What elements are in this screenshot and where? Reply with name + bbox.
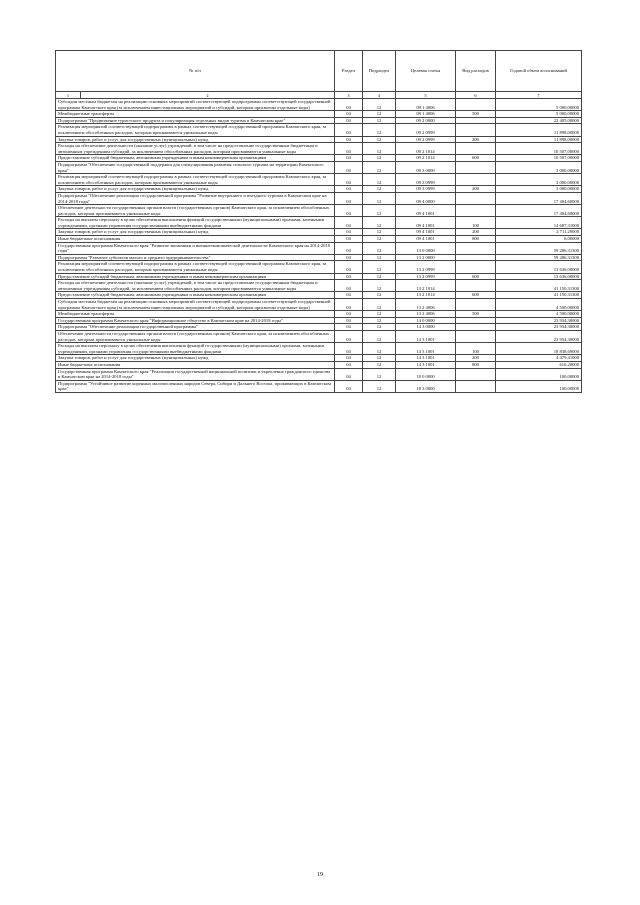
row-razdel: 04 — [335, 117, 363, 124]
table-row — [56, 161, 582, 173]
row-podrazdel: 12 — [363, 273, 396, 280]
row-expense-type — [456, 205, 496, 217]
row-amount: 100,00000 — [496, 380, 582, 392]
row-expense-type — [456, 99, 496, 111]
row-name: Иные бюджетные ассигнования — [56, 236, 335, 243]
row-expense-type — [456, 299, 496, 311]
row-name: Межбюджетные трансферты — [56, 111, 335, 118]
row-amount: 6,00000 — [496, 236, 582, 243]
row-name: Расходы на выплаты персоналу в целях обеспечения выполнения функций государственными (муниципальными) органами, казенными учреждениями, органами управления государственными внебюджетными фондами — [56, 217, 335, 229]
table-row — [56, 261, 582, 273]
row-expense-type — [456, 242, 496, 254]
row-target-article: 09 2 0999 — [396, 136, 456, 143]
table-row — [56, 292, 582, 299]
table-header-row — [56, 51, 582, 92]
header-expense-type: Вид расходов — [456, 51, 496, 92]
row-podrazdel: 12 — [363, 161, 396, 173]
row-podrazdel: 12 — [363, 242, 396, 254]
row-target-article: 09 3 0999 — [396, 174, 456, 186]
row-expense-type: 200 — [456, 355, 496, 362]
row-target-article: 09 2 0999 — [396, 124, 456, 136]
row-razdel: 04 — [335, 242, 363, 254]
row-target-article: 09 3 0000 — [396, 161, 456, 173]
row-expense-type: 200 — [456, 229, 496, 236]
row-amount: 5 000,00000 — [496, 111, 582, 118]
row-name: Подпрограмма "Развитие субъектов малого и среднего предпринимательства" — [56, 254, 335, 261]
row-podrazdel: 12 — [363, 174, 396, 186]
row-razdel: 04 — [335, 355, 363, 362]
row-expense-type — [456, 368, 496, 380]
table-row — [56, 355, 582, 362]
row-name: Закупка товаров, работ и услуг для государственных (муниципальных) нужд — [56, 229, 335, 236]
row-expense-type — [456, 174, 496, 186]
row-name: Предоставление субсидий бюджетным, автономным учреждениям и иным некоммерческим организациям — [56, 155, 335, 162]
row-amount: 23 934,30000 — [496, 324, 582, 331]
row-podrazdel: 12 — [363, 117, 396, 124]
row-target-article: 14 3 1001 — [396, 343, 456, 355]
row-expense-type — [456, 161, 496, 173]
row-target-article: 13 2 0000 — [396, 254, 456, 261]
row-podrazdel: 12 — [363, 292, 396, 299]
row-expense-type — [456, 124, 496, 136]
table-row — [56, 205, 582, 217]
row-target-article: 09 4 0000 — [396, 192, 456, 204]
row-razdel: 04 — [335, 236, 363, 243]
row-razdel: 04 — [335, 311, 363, 318]
table-row — [56, 217, 582, 229]
row-razdel: 04 — [335, 174, 363, 186]
row-podrazdel: 12 — [363, 361, 396, 368]
col-number: 7 — [496, 92, 582, 99]
row-podrazdel: 12 — [363, 205, 396, 217]
row-razdel: 04 — [335, 330, 363, 342]
row-target-article: 13 2 0999 — [396, 261, 456, 273]
row-razdel: 04 — [335, 205, 363, 217]
row-target-article: 09 4 1001 — [396, 205, 456, 217]
row-expense-type — [456, 254, 496, 261]
row-amount: 41 150,31300 — [496, 280, 582, 292]
row-name: Иные бюджетные ассигнования — [56, 361, 335, 368]
row-razdel: 04 — [335, 111, 363, 118]
row-target-article: 18 0 0000 — [396, 368, 456, 380]
row-podrazdel: 12 — [363, 330, 396, 342]
row-name: Подпрограмма "Устойчивое развитие коренных малочисленных народов Севера, Сибири и Дальнего Востока, проживающих в Камчатском крае" — [56, 380, 335, 392]
row-expense-type — [456, 117, 496, 124]
row-amount: 13 636,00000 — [496, 261, 582, 273]
row-podrazdel: 12 — [363, 229, 396, 236]
row-razdel: 04 — [335, 280, 363, 292]
row-amount: 2 711,29000 — [496, 229, 582, 236]
budget-table — [55, 50, 582, 393]
row-expense-type: 800 — [456, 361, 496, 368]
table-row — [56, 280, 582, 292]
row-target-article: 13 2 4006 — [396, 299, 456, 311]
row-target-article: 09 3 0999 — [396, 186, 456, 193]
row-razdel: 04 — [335, 261, 363, 273]
row-amount: 13 636,00000 — [496, 273, 582, 280]
row-target-article: 09 2 1014 — [396, 155, 456, 162]
row-razdel: 04 — [335, 380, 363, 392]
row-name: Расходы на обеспечение деятельности (оказание услуг) учреждений, в том числе на предоставление государственным бюджетным и автономным учреждениям субсидий, за исключением обособленных расходов, которым присваиваются уникальные коды — [56, 143, 335, 155]
row-name: Государственная программа Камчатского края "Информационное общество в Камчатском крае на 2014-2018 годы" — [56, 317, 335, 324]
row-amount: 23 934,30000 — [496, 330, 582, 342]
row-podrazdel: 12 — [363, 186, 396, 193]
row-razdel: 04 — [335, 368, 363, 380]
row-amount: 11 898,00000 — [496, 136, 582, 143]
row-podrazdel: 12 — [363, 136, 396, 143]
row-podrazdel: 12 — [363, 254, 396, 261]
row-expense-type: 600 — [456, 155, 496, 162]
row-name: Обеспечение деятельности государственных органов власти (государственных органов) Камчатского края, за исключением обособленных расходов, которым присваиваются уникальные коды — [56, 205, 335, 217]
table-row — [56, 330, 582, 342]
row-target-article: 09 2 1014 — [396, 143, 456, 155]
table-row — [56, 317, 582, 324]
table-row — [56, 124, 582, 136]
header-razdel: Раздел — [335, 51, 363, 92]
row-podrazdel: 12 — [363, 317, 396, 324]
column-number-row — [56, 92, 582, 99]
row-target-article: 14 3 0000 — [396, 324, 456, 331]
row-razdel: 04 — [335, 124, 363, 136]
row-name: Субсидии местным бюджетам на реализацию основных мероприятий соответствующей подпрограммы соответствующей государственной программы Камчатского края (за исключением инвестиционных мероприятий и субсидий, которым присвоены отдельные коды) — [56, 99, 335, 111]
table-row — [56, 136, 582, 143]
row-name: Предоставление субсидий бюджетным, автономным учреждениям и иным некоммерческим организациям — [56, 292, 335, 299]
row-amount: 59 286,31300 — [496, 254, 582, 261]
row-podrazdel: 12 — [363, 217, 396, 229]
row-podrazdel: 12 — [363, 236, 396, 243]
row-expense-type: 500 — [456, 311, 496, 318]
row-target-article: 18 3 0000 — [396, 380, 456, 392]
header-target-article: Целевая статья — [396, 51, 456, 92]
table-row — [56, 143, 582, 155]
row-expense-type: 500 — [456, 111, 496, 118]
row-amount: 10 507,00000 — [496, 143, 582, 155]
row-target-article: 09 1 4006 — [396, 111, 456, 118]
row-target-article: 13 2 1014 — [396, 280, 456, 292]
row-expense-type: 200 — [456, 136, 496, 143]
row-podrazdel: 12 — [363, 280, 396, 292]
table-row — [56, 155, 582, 162]
table-row — [56, 361, 582, 368]
table-row — [56, 192, 582, 204]
table-body — [56, 99, 582, 393]
row-podrazdel: 12 — [363, 111, 396, 118]
row-target-article: 14 3 1001 — [396, 330, 456, 342]
row-expense-type: 100 — [456, 217, 496, 229]
row-amount: 10 507,00000 — [496, 155, 582, 162]
row-expense-type: 200 — [456, 186, 496, 193]
table-row — [56, 254, 582, 261]
row-name: Государственная программа Камчатского края "Реализация государственной национальной политики и укрепление гражданского единства в Камчатском крае на 2014-2018 годы" — [56, 368, 335, 380]
row-amount: 23 934,30000 — [496, 317, 582, 324]
row-podrazdel: 12 — [363, 143, 396, 155]
row-target-article: 09 4 1001 — [396, 217, 456, 229]
row-expense-type: 800 — [456, 236, 496, 243]
table-row — [56, 368, 582, 380]
row-amount: 14 687,31000 — [496, 217, 582, 229]
row-razdel: 04 — [335, 324, 363, 331]
row-razdel: 04 — [335, 143, 363, 155]
row-podrazdel: 12 — [363, 299, 396, 311]
row-razdel: 04 — [335, 343, 363, 355]
row-expense-type — [456, 324, 496, 331]
row-podrazdel: 12 — [363, 311, 396, 318]
col-number: 5 — [396, 92, 456, 99]
row-name: Закупка товаров, работ и услуг для государственных (муниципальных) нужд — [56, 355, 335, 362]
row-amount: 5 000,00000 — [496, 99, 582, 111]
table-row — [56, 299, 582, 311]
col-number: 2 — [81, 92, 335, 99]
row-podrazdel: 12 — [363, 155, 396, 162]
row-expense-type — [456, 143, 496, 155]
row-podrazdel: 12 — [363, 99, 396, 111]
row-target-article: 13 0 0000 — [396, 242, 456, 254]
row-amount: 616,20000 — [496, 361, 582, 368]
row-amount: 4 500,00000 — [496, 299, 582, 311]
row-amount: 18 838,69000 — [496, 343, 582, 355]
row-target-article: 09 2 0000 — [396, 117, 456, 124]
table-row — [56, 324, 582, 331]
row-target-article: 09 1 4006 — [396, 99, 456, 111]
row-name: Подпрограмма "Обеспечение реализации государственной программы "Развитие внутреннего и въездного туризма в Камчатском крае на 2014-2018 годы" — [56, 192, 335, 204]
table-row — [56, 311, 582, 318]
row-expense-type — [456, 192, 496, 204]
row-name: Подпрограмма "Продвижение туристского продукта и популяризация отдельных видов туризма в Камчатском крае" — [56, 117, 335, 124]
col-number: 4 — [363, 92, 396, 99]
table-row — [56, 174, 582, 186]
row-name: Реализация мероприятий соответствующей подпрограммы в рамках соответствующей государственной программы Камчатского края, за исключением обособленных расходов, которым присваиваются уникальные коды — [56, 261, 335, 273]
row-target-article: 14 0 0000 — [396, 317, 456, 324]
row-name: Реализация мероприятий соответствующей подпрограммы в рамках соответствующей государственной программы Камчатского края, за исключением обособленных расходов, которым присваиваются уникальные коды — [56, 124, 335, 136]
row-target-article: 13 2 0999 — [396, 273, 456, 280]
row-amount: 3 000,00000 — [496, 186, 582, 193]
table-row — [56, 273, 582, 280]
row-amount: 3 000,00000 — [496, 161, 582, 173]
row-expense-type — [456, 280, 496, 292]
table-row — [56, 111, 582, 118]
row-name: Государственная программа Камчатского края "Развитие экономики и внешнеэкономической деятельности Камчатского края на 2014-2018 годы" — [56, 242, 335, 254]
row-target-article: 14 3 1001 — [396, 361, 456, 368]
row-podrazdel: 12 — [363, 324, 396, 331]
row-target-article: 09 4 1001 — [396, 229, 456, 236]
table-row — [56, 343, 582, 355]
table-row — [56, 99, 582, 111]
col-number: 3 — [335, 92, 363, 99]
page-number: 19 — [317, 872, 323, 878]
row-razdel: 04 — [335, 155, 363, 162]
row-razdel: 04 — [335, 254, 363, 261]
row-expense-type — [456, 261, 496, 273]
row-expense-type — [456, 330, 496, 342]
row-target-article: 14 3 1001 — [396, 355, 456, 362]
row-amount: 100,00000 — [496, 368, 582, 380]
row-name: Расходы на выплаты персоналу в целях обеспечения выполнения функций государственными (муниципальными) органами, казенными учреждениями, органами управления государственными внебюджетными фондами — [56, 343, 335, 355]
row-name: Подпрограмма "Обеспечение реализации государственной программы" — [56, 324, 335, 331]
row-razdel: 04 — [335, 299, 363, 311]
row-name: Закупка товаров, работ и услуг для государственных (муниципальных) нужд — [56, 186, 335, 193]
row-razdel: 04 — [335, 99, 363, 111]
row-name: Субсидии местным бюджетам на реализацию основных мероприятий соответствующей подпрограммы соответствующей государственной программы Камчатского края (за исключением инвестиционных мероприятий и субсидий, которым присвоены отдельные коды) — [56, 299, 335, 311]
row-razdel: 04 — [335, 273, 363, 280]
row-razdel: 04 — [335, 217, 363, 229]
row-expense-type: 600 — [456, 292, 496, 299]
row-amount: 11 898,00000 — [496, 124, 582, 136]
row-razdel: 04 — [335, 161, 363, 173]
row-razdel: 04 — [335, 361, 363, 368]
row-amount: 17 404,60000 — [496, 192, 582, 204]
row-name: Подпрограмма "Обеспечение государственной поддержки для стимулирования развития сельского туризма на территории Камчатского края" — [56, 161, 335, 173]
header-podrazdel: Подраздел — [363, 51, 396, 92]
row-expense-type: 100 — [456, 343, 496, 355]
row-expense-type: 600 — [456, 273, 496, 280]
row-name: Закупка товаров, работ и услуг для государственных (муниципальных) нужд — [56, 136, 335, 143]
row-amount: 4 479,41000 — [496, 355, 582, 362]
table-row — [56, 186, 582, 193]
header-npp: № п/п — [56, 51, 335, 92]
table-row — [56, 380, 582, 392]
row-name: Обеспечение деятельности государственных органов власти (государственных органов) Камчатского края, за исключением обособленных расходов, которым присваиваются уникальные коды — [56, 330, 335, 342]
row-podrazdel: 12 — [363, 261, 396, 273]
row-podrazdel: 12 — [363, 192, 396, 204]
row-expense-type — [456, 317, 496, 324]
row-expense-type — [456, 380, 496, 392]
col-number: 1 — [56, 92, 81, 99]
row-podrazdel: 12 — [363, 380, 396, 392]
row-amount: 22 405,00000 — [496, 117, 582, 124]
row-target-article: 09 4 1001 — [396, 236, 456, 243]
table-row — [56, 117, 582, 124]
row-target-article: 13 2 4006 — [396, 311, 456, 318]
row-name: Межбюджетные трансферты — [56, 311, 335, 318]
row-amount: 17 404,60000 — [496, 205, 582, 217]
row-amount: 4 500,00000 — [496, 311, 582, 318]
row-amount: 3 000,00000 — [496, 174, 582, 186]
row-target-article: 13 2 1014 — [396, 292, 456, 299]
row-razdel: 04 — [335, 192, 363, 204]
col-number: 6 — [456, 92, 496, 99]
row-razdel: 04 — [335, 229, 363, 236]
row-razdel: 04 — [335, 186, 363, 193]
row-razdel: 04 — [335, 292, 363, 299]
row-name: Реализация мероприятий соответствующей подпрограммы в рамках соответствующей государственной программы Камчатского края, за исключением обособленных расходов, которым присваиваются уникальные коды — [56, 174, 335, 186]
row-name: Предоставление субсидий бюджетным, автономным учреждениям и иным некоммерческим организациям — [56, 273, 335, 280]
table-row — [56, 242, 582, 254]
row-podrazdel: 12 — [363, 343, 396, 355]
row-amount: 59 286,31300 — [496, 242, 582, 254]
table-row — [56, 236, 582, 243]
row-podrazdel: 12 — [363, 124, 396, 136]
header-annual-amount: Годовой объем ассигнований — [496, 51, 582, 92]
row-podrazdel: 12 — [363, 368, 396, 380]
row-name: Расходы на обеспечение деятельности (оказание услуг) учреждений, в том числе на предоставление государственным бюджетным и автономным учреждениям субсидий, за исключением обособленных расходов, которым присваиваются уникальные коды — [56, 280, 335, 292]
table-row — [56, 229, 582, 236]
row-razdel: 04 — [335, 317, 363, 324]
row-amount: 41 150,31300 — [496, 292, 582, 299]
row-razdel: 04 — [335, 136, 363, 143]
row-podrazdel: 12 — [363, 355, 396, 362]
